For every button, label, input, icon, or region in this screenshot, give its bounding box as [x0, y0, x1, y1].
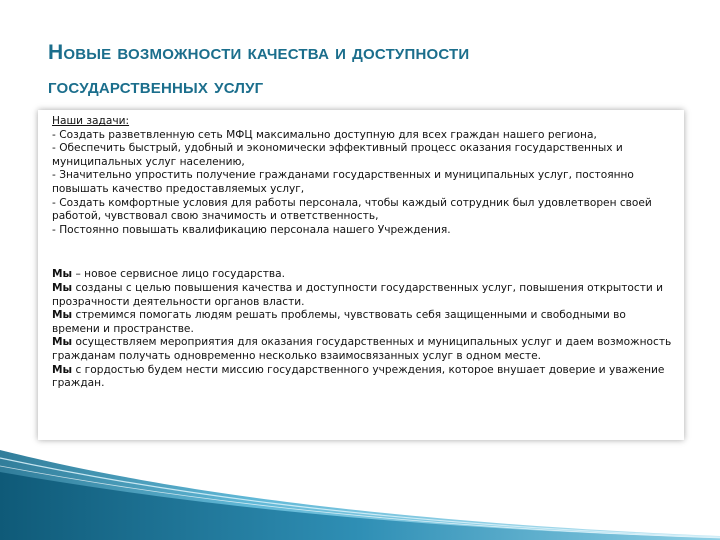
task-item-3: - Значительно упростить получение гражданами государственных и муниципальных услуг, постоянно повышать качество предоставляемых услуг, [52, 169, 634, 195]
mission-item-4 [52, 336, 674, 363]
decorative-wave [0, 450, 720, 540]
mission-lead: Мы [52, 309, 73, 322]
mission-lead: Мы [52, 336, 73, 349]
title-line-2: государственных услуг [48, 75, 264, 98]
task-item-2: - Обеспечить быстрый, удобный и экономически эффективный процесс оказания государственных и муниципальных услуг населению, [52, 142, 623, 168]
tasks-heading: Наши задачи: [52, 115, 130, 127]
mission-lead: Мы [52, 281, 73, 294]
mission-item-5 [52, 364, 674, 391]
mission-text: созданы с целью повышения качества и доступности государственных услуг, повышения открытости и прозрачности деятельности органов власти. [52, 281, 664, 308]
mission-lead: Мы [52, 363, 73, 376]
task-item-5: - Постоянно повышать квалификацию персонала нашего Учреждения. [52, 223, 451, 236]
mission-lead: Мы [52, 268, 73, 281]
mission-text: осуществляем мероприятия для оказания государственных и муниципальных услуг и даем возможность гражданам получать одновременно несколько взаимосвязанных услуг в одном месте. [52, 336, 672, 362]
mission-text: стремимся помогать людям решать проблемы, чувствовать себя защищенными и свободными во времени и пространстве. [52, 309, 626, 335]
mission-text: – новое сервисное лицо государства. [72, 268, 285, 281]
task-item-1: - Создать разветвленную сеть МФЦ максимально доступную для всех граждан нашего региона, [52, 128, 597, 141]
mission-item-1 [52, 268, 674, 282]
title-line-1: Новые возможности качества и доступности [48, 41, 470, 64]
content-text [52, 115, 674, 391]
mission-text: с гордостью будем нести миссию государственного учреждения, которое внушает доверие и уважение граждан. [52, 363, 665, 390]
task-item-4: - Создать комфортные условия для работы персонала, чтобы каждый сотрудник был удовлетворен своей работой, чувствовал свою значимость и ответственность, [52, 196, 652, 223]
mission-item-2 [52, 282, 674, 309]
spacer [52, 237, 674, 268]
mission-item-3 [52, 309, 674, 336]
slide-title [48, 36, 688, 104]
